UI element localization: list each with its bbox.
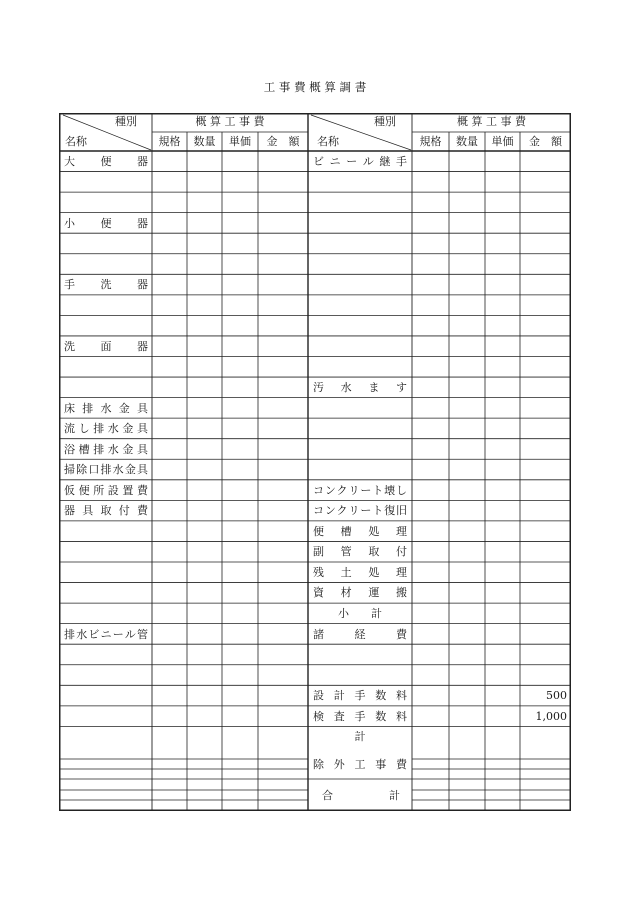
left-item: 器 具 取 付 費: [64, 504, 148, 517]
estimate-table: [59, 113, 571, 811]
right-item: 設 計 手 数 料: [313, 689, 407, 702]
right-item: コンクリート復旧: [313, 504, 407, 517]
column-amount-right: 金 額: [529, 135, 562, 148]
right-item: 汚 水 ま す: [313, 381, 407, 394]
right-item: 副 管 取 付: [313, 545, 407, 558]
category-label-left: 種別: [115, 115, 137, 128]
design-fee-amount: 500: [546, 689, 567, 702]
left-item: 仮便所設置費: [64, 484, 148, 497]
name-label-right: 名称: [317, 135, 339, 148]
left-item: 床 排 水 金 具: [64, 402, 148, 415]
left-item: 排水ビニール管: [64, 628, 148, 641]
left-item: 小 便 器: [64, 217, 148, 230]
column-quantity-right: 数量: [456, 135, 478, 148]
left-item: 流し排水金具: [64, 422, 148, 435]
left-item: 手 洗 器: [64, 278, 148, 291]
right-item: 資 材 運 搬: [313, 586, 407, 599]
right-item: 残 土 処 理: [313, 566, 407, 579]
subtotal-label: 小 計: [338, 607, 382, 620]
inspection-fee-amount: 1,000: [535, 710, 567, 723]
left-item: 掃除口排水金具: [64, 463, 148, 476]
estimate-group-label-left: 概 算 工 事 費: [195, 115, 265, 128]
right-item: 除 外 工 事 費: [313, 758, 407, 771]
total-label: 計: [354, 730, 366, 743]
right-item: 便 槽 処 理: [313, 525, 407, 538]
left-item: 洗 面 器: [64, 340, 148, 353]
page-title: 工 事 費 概 算 調 書: [263, 80, 367, 94]
column-spec-left: 規格: [158, 135, 181, 148]
column-unit-price-right: 単価: [491, 135, 514, 148]
grand-total-label: 合 計: [322, 789, 400, 802]
estimate-group-label-right: 概 算 工 事 費: [457, 115, 526, 128]
column-quantity-left: 数量: [193, 135, 216, 148]
name-label-left: 名称: [65, 135, 87, 148]
column-unit-price-left: 単価: [229, 135, 251, 148]
left-item: 大 便 器: [64, 155, 148, 168]
right-item: ビニール継手: [313, 155, 407, 168]
right-item: 諸 経 費: [313, 628, 407, 641]
left-item: 浴槽排水金具: [64, 443, 148, 456]
category-label-right: 種別: [374, 115, 396, 128]
column-spec-right: 規格: [419, 135, 442, 148]
right-item: 検 査 手 数 料: [313, 710, 407, 723]
column-amount-left: 金 額: [266, 135, 300, 148]
right-item: コンクリート壊し: [313, 484, 407, 497]
